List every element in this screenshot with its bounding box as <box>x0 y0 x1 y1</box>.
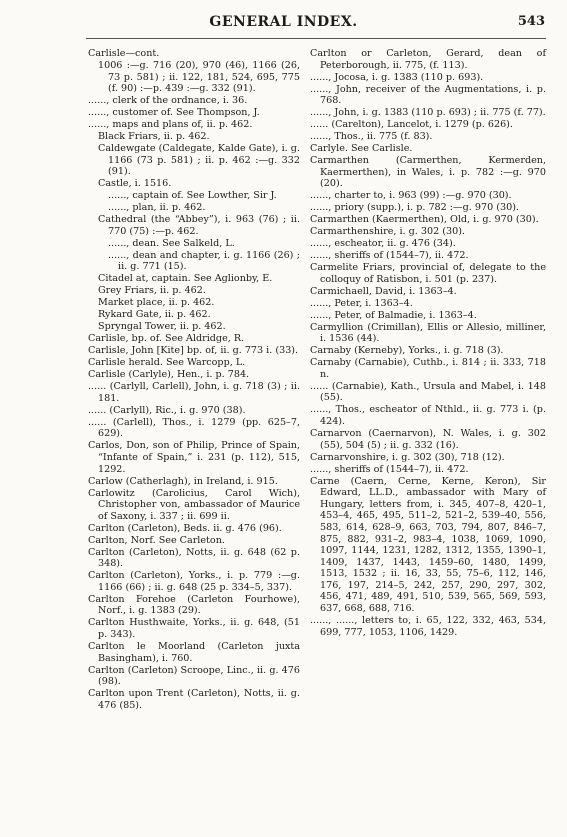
index-entry: ......, plan, ii. p. 462. <box>108 202 206 214</box>
index-entry: ...... (Carlell), Thos., i. 1279 (pp. 625–7, 629). <box>88 416 300 440</box>
index-entry: Carlton (Carleton), Notts, ii. g. 648 (62 p. 348). <box>88 546 300 570</box>
index-entry: ...... (Carlyll, Carlell), John, i. g. 718 (3) ; ii. 181. <box>88 381 300 404</box>
index-entry: Carlton (Carleton) Scroope, Linc., ii. g. 476 (98). <box>88 664 300 688</box>
index-entry: Carlisle (Carlyle), Hen., i. p. 784. <box>88 369 250 381</box>
index-entry: Carmelite Friars, provincial of, delegate to the colloquy of Ratisbon, i. 501 (p. 237). <box>310 262 546 285</box>
index-entry: Carmarthenshire, i. g. 302 (30). <box>310 226 465 238</box>
index-entry: Carnaby (Carnabie), Cuthb., i. 814 ; ii. 333, 718 n. <box>310 357 546 380</box>
page-header <box>0 14 567 36</box>
index-entry: Cathedral (the “Abbey”), i. 963 (76) ; ii. 770 (75) :—p. 462. <box>98 214 300 237</box>
index-entry: Carlton or Carleton, Gerard, dean of Peterborough, ii. 775, (f. 113). <box>310 48 546 71</box>
index-entry: ...... (Carlyll), Ric., i. g. 970 (38). <box>88 404 246 416</box>
index-entry: Citadel at, captain. See Aglionby, E. <box>98 273 273 285</box>
index-entry: ......, maps and plans of, ii. p. 462. <box>88 119 253 131</box>
index-entry: Carmyllion (Crimillan), Ellis or Allesio, milliner, i. 1536 (44). <box>310 321 546 345</box>
index-entry: ...... (Carelton), Lancelot, i. 1279 (p. 626). <box>310 119 513 131</box>
index-entry: 1006 :—g. 716 (20), 970 (46), 1166 (26, 73 p. 581) ; ii. 122, 181, 524, 695, 775 (f. 90) :—p. 439 :—g. 332 (91). <box>98 59 300 95</box>
index-entry: Carlton le Moorland (Carleton juxta Basingham), i. 760. <box>88 640 300 664</box>
index-entry: Grey Friars, ii. p. 462. <box>98 285 206 297</box>
index-entry: ......, customer of. See Thompson, J. <box>88 107 260 119</box>
index-entry: ......, sheriffs of (1544–7), ii. 472. <box>310 463 469 475</box>
index-entry: Caldewgate (Caldegate, Kalde Gate), i. g. 1166 (73 p. 581) ; ii. p. 462 :—g. 332 (91). <box>98 143 300 178</box>
index-entry: ......, Thos., escheator of Nthld., ii. g. 773 i. (p. 424). <box>310 404 546 427</box>
index-entry: Carlton upon Trent (Carleton), Notts, ii. g. 476 (85). <box>88 688 300 711</box>
header-rule <box>86 38 546 39</box>
index-entry: Rykard Gate, ii. p. 462. <box>98 309 211 321</box>
index-entry: Black Friars, ii. p. 462. <box>98 131 210 143</box>
index-entry: Carlow (Catherlagh), in Ireland, i. 915. <box>88 475 278 487</box>
index-column-left <box>88 48 300 712</box>
page-title: GENERAL INDEX. <box>209 14 358 30</box>
index-entry: ......, dean. See Salkeld, L. <box>108 237 235 249</box>
index-entry: Carlisle herald. See Warcopp, L. <box>88 357 246 369</box>
index-entry: Carlyle. See Carlisle. <box>310 143 413 155</box>
index-entry: Carnarvon (Caernarvon), N. Wales, i. g. 302 (55), 504 (5) ; ii. g. 332 (16). <box>310 427 546 451</box>
index-entry: Carne (Caern, Cerne, Kerne, Keron), Sir Edward, LL.D., ambassador with Mary of Hungary, letters from, i. 345, 407–8, 420–1, 453–4, 465, 495, 511–2, 521–2, 539–40, 556, 583, 614, 628–9, 663, 703, 794, 807, 846–7, 875, 882, 931–2, 983–4, 1038, 1069, 1090, 1097, 1144, 1231, 1282, 1312, 1355, 1390–1, 1409, 1437, 1443, 1459–60, 1480, 1499, 1513, 1532 ; ii. 16, 33, 55, 75–6, 112, 146, 176, 197, 214–5, 242, 257, 290, 297, 302, 456, 471, 489, 491, 510, 539, 565, 569, 593, 637, 668, 688, 716. <box>310 475 546 615</box>
index-entry: ......, escheator, ii. g. 476 (34). <box>310 238 456 250</box>
index-entry: Carlton (Carleton), Beds. ii. g. 476 (96). <box>88 522 282 534</box>
page-number: 543 <box>517 14 545 29</box>
index-entry: ......, John, receiver of the Augmentations, i. p. 768. <box>310 83 546 107</box>
index-entry: Market place, ii. p. 462. <box>98 297 215 309</box>
index-entry: Carmarthen (Carmerthen, Kermerden, Kaermerthen), in Wales, i. p. 782 :—g. 970 (20). <box>310 155 546 190</box>
index-entry: Carmichaell, David, i. 1363–4. <box>310 285 457 297</box>
index-entry: Carlton (Carleton), Yorks., i. p. 779 :—g. 1166 (66) ; ii. g. 648 (25 p. 334–5, 337). <box>88 570 300 593</box>
index-entry: ......, charter to, i. 963 (99) :—g. 970 (30). <box>310 190 512 202</box>
index-entry: Carlisle, John [Kite] bp. of, ii. g. 773 i. (33). <box>88 345 299 357</box>
index-entry: Castle, i. 1516. <box>98 178 172 190</box>
index-entry: ...... (Carnabie), Kath., Ursula and Mabel, i. 148 (55). <box>310 380 546 404</box>
index-entry: Carlowitz (Carolicius, Carol Wich), Christopher von, ambassador of Maurice of Saxony, i. 337 ; ii. 699 ii. <box>88 487 300 522</box>
index-entry: Carnarvonshire, i. g. 302 (30), 718 (12). <box>310 451 505 463</box>
index-entry: Carlton, Norf. See Carleton. <box>88 534 225 546</box>
index-entry: ......, ......, letters to, i. 65, 122, 332, 463, 534, 699, 777, 1053, 1106, 1429. <box>310 615 546 638</box>
index-entry: ......, Peter, of Balmadie, i. 1363–4. <box>310 309 477 321</box>
index-entry: Carlton Husthwaite, Yorks., ii. g. 648, (51 p. 343). <box>88 617 300 640</box>
index-entry: ......, Jocosa, i. g. 1383 (110 p. 693). <box>310 71 484 83</box>
index-entry: Carnaby (Kerneby), Yorks., i. g. 718 (3). <box>310 345 504 357</box>
index-entry: ......, Peter, i. 1363–4. <box>310 297 413 309</box>
index-entry: ......, dean and chapter, i. g. 1166 (26) ; ii. g. 771 (15). <box>108 249 300 273</box>
index-entry: Carlton Forehoe (Carleton Fourhowe), Norf., i. g. 1383 (29). <box>88 593 300 617</box>
index-entry: ......, captain of. See Lowther, Sir J. <box>108 190 277 202</box>
index-entry: ......, clerk of the ordnance, i. 36. <box>88 95 248 107</box>
index-entry: ......, priory (supp.), i. p. 782 :—g. 970 (30). <box>310 202 519 214</box>
index-entry: Spryngal Tower, ii. p. 462. <box>98 321 226 333</box>
index-entry: Carmarthen (Kaermerthen), Old, i. g. 970 (30). <box>310 214 539 226</box>
index-entry: Carlisle—cont. <box>88 48 160 59</box>
index-entry: ......, sheriffs of (1544–7), ii. 472. <box>310 250 469 262</box>
index-column-right <box>310 48 546 639</box>
index-entry: Carlisle, bp. of. See Aldridge, R. <box>88 333 245 345</box>
index-entry: ......, John, i. g. 1383 (110 p. 693) ; ii. 775 (f. 77). <box>310 107 546 119</box>
index-entry: Carlos, Don, son of Philip, Prince of Spain, “Infante of Spain,” i. 231 (p. 112), 515, 1292. <box>88 440 300 475</box>
index-entry: ......, Thos., ii. 775 (f. 83). <box>310 131 433 143</box>
